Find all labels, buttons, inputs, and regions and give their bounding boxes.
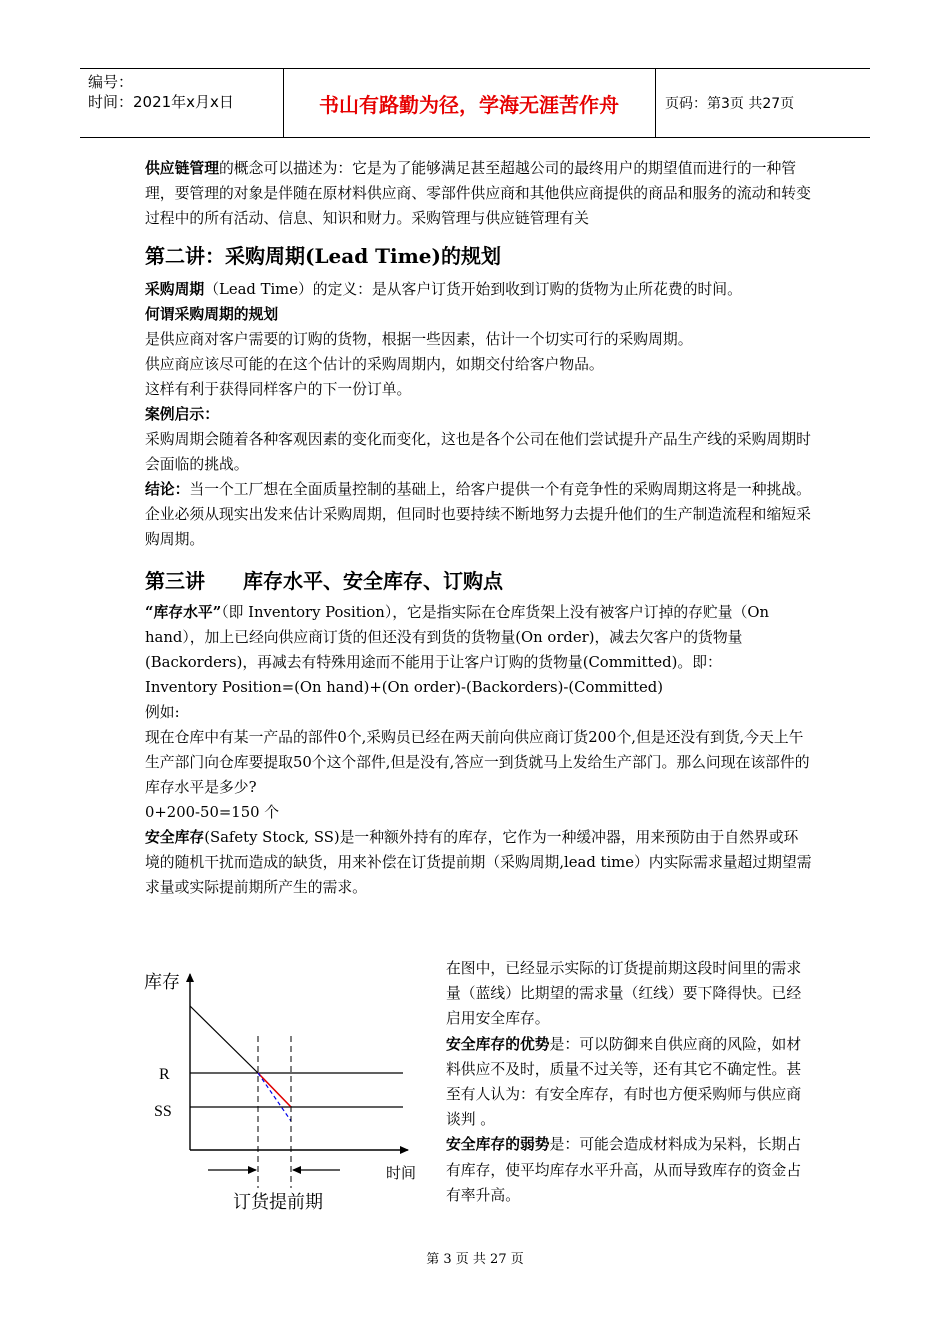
- section-title: 第二讲：采购周期(Lead Time)的规划: [145, 244, 501, 268]
- date-label: 时间：2021年x月x日: [88, 93, 234, 111]
- lead-time-label: 订货提前期: [233, 1192, 323, 1213]
- header-motto: 书山有路勤为径，学海无涯苦作舟: [319, 92, 619, 117]
- paragraph-answer: 0+200-50=150 个: [145, 804, 280, 821]
- subheading: 案例启示：: [145, 406, 219, 423]
- section-title: 第三讲 库存水平、安全库存、订购点: [145, 569, 503, 593]
- paragraph-example: 现在仓库中有某一产品的部件0个,采购员已经在两天前向供应商订货200个,但是还没有到货,今天上午生产部门向仓库要提取50个这个部件,但是没有,答应一到货就马上发给生产部门。那么问现在该部件的库存水平是多少?: [145, 729, 810, 796]
- number-label: 编号：: [88, 73, 134, 91]
- paragraph: 采购周期会随着各种客观因素的变化而变化，这也是各个公司在他们尝试提升产品生产线的采购周期时会面临的挑战。: [145, 431, 811, 473]
- paragraph: 在图中，已经显示实际的订货提前期这段时间里的需求量（蓝线）比期望的需求量（红线）要下降得快。已经启用安全库存。: [446, 960, 802, 1028]
- paragraph-conclusion: 结论：当一个工厂想在全面质量控制的基础上，给客户提供一个有竞争性的采购周期这将是一种挑战。: [145, 481, 811, 498]
- actual-demand-line: [258, 1073, 291, 1121]
- paragraph: 供应商应该尽可能的在这个估计的采购周期内，如期交付给客户物品。: [145, 356, 604, 373]
- safety-stock-diagram: [140, 960, 440, 1220]
- paragraph-inventory-position: “库存水平”（即 Inventory Position），它是指实际在仓库货架上没有被客户订掉的存贮量（On hand），加上已经向供应商订货的但还没有到货的货物量(On order)，减去欠客户的货物量(Backorders)，再减去有特殊用途而不能用于让客户订购的货物量(Committed)。即：: [145, 604, 770, 671]
- diagram-explanation: [446, 956, 814, 1208]
- reorder-point-label: R: [159, 1066, 170, 1083]
- header-divider: [655, 69, 656, 137]
- paragraph: 例如:: [145, 704, 180, 721]
- header-table: [80, 68, 870, 138]
- formula: Inventory Position=(On hand)+(On order)-(Backorders)-(Committed): [145, 679, 664, 696]
- paragraph-advantage: 安全库存的优势是：可以防御来自供应商的风险，如材料供应不及时，质量不过关等，还有其它不确定性。甚至有人认为：有安全库存，有时也方便采购师与供应商谈判 。: [446, 1035, 802, 1129]
- header-page-info: 页码：第3页 共27页: [665, 96, 795, 112]
- paragraph-disadvantage: 安全库存的弱势是：可能会造成材料成为呆料，长期占有库存，使平均库存水平升高，从而导致库存的资金占有率升高。: [446, 1136, 802, 1204]
- paragraph-supply-chain: 供应链管理的概念可以描述为：它是为了能够满足甚至超越公司的最终用户的期望值而进行的一种管理，要管理的对象是伴随在原材料供应商、零部件供应商和其他供应商提供的商品和服务的流动和转变过程中的所有活动、信息、知识和财力。采购管理与供应链管理有关: [145, 160, 811, 227]
- paragraph-lead-time-def: 采购周期（Lead Time）的定义：是从客户订货开始到收到订购的货物为止所花费的时间。: [145, 281, 742, 298]
- paragraph: 这样有利于获得同样客户的下一份订单。: [145, 381, 412, 398]
- paragraph: 是供应商对客户需要的订购的货物，根据一些因素，估计一个切实可行的采购周期。: [145, 331, 693, 348]
- header-meta: [88, 72, 234, 112]
- page-footer: 第 3 页 共 27 页: [426, 1252, 524, 1267]
- paragraph-safety-stock: 安全库存(Safety Stock, SS)是一种额外持有的库存，它作为一种缓冲器，用来预防由于自然界或环境的随机干扰而造成的缺货，用来补偿在订货提前期（采购周期,lead time）内实际需求量超过期望需求量或实际提前期所产生的需求。: [145, 829, 812, 896]
- expected-demand-line: [258, 1073, 291, 1107]
- demand-line: [190, 1006, 258, 1073]
- x-axis-label: 时间: [386, 1164, 417, 1182]
- subheading: 何谓采购周期的规划: [145, 306, 279, 323]
- safety-stock-label: SS: [154, 1103, 172, 1120]
- paragraph: 企业必须从现实出发来估计采购周期，但同时也要持续不断地努力去提升他们的生产制造流程和缩短采购周期。: [145, 506, 811, 548]
- document-body: [145, 156, 813, 900]
- y-axis-label: 库存: [144, 972, 180, 993]
